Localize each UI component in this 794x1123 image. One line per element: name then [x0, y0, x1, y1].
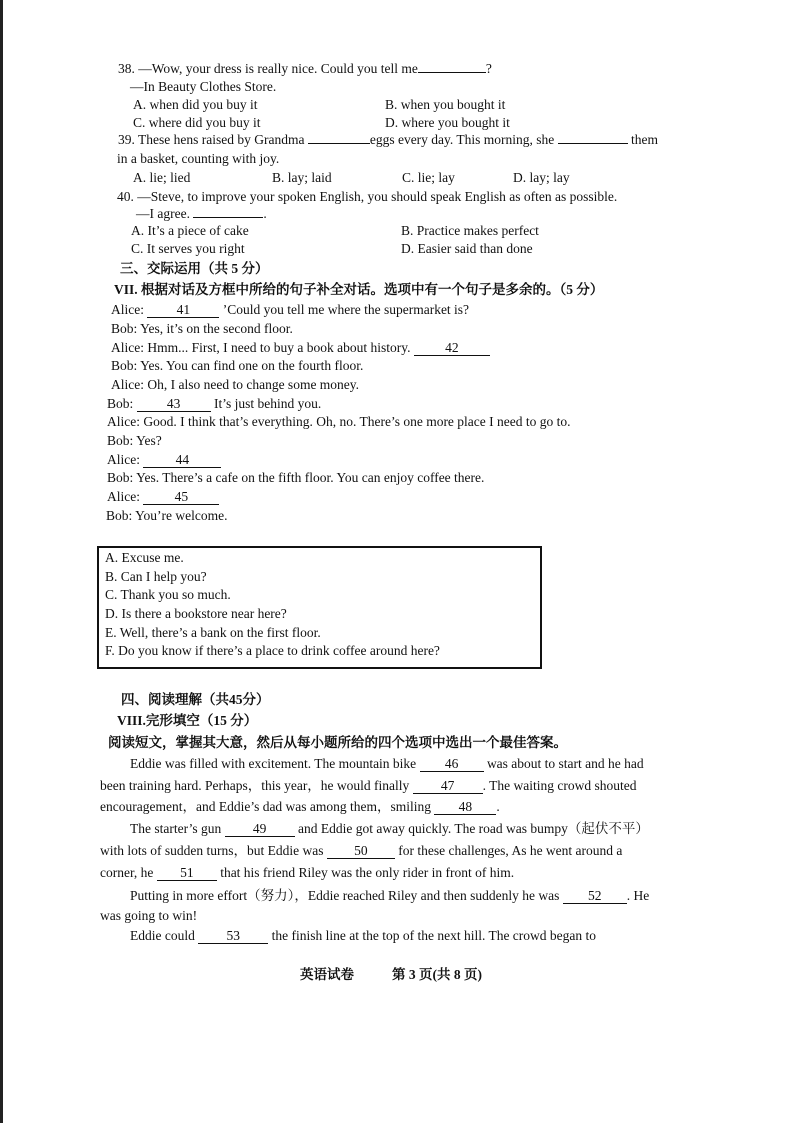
box-option-e: E. Well, there’s a bank on the first floor. — [105, 625, 321, 640]
option-40-b: B. Practice makes perfect — [401, 223, 539, 238]
option-38-a: A. when did you buy it — [133, 97, 258, 112]
passage-line: Eddie could 53 the finish line at the top of the next hill. The crowd began to — [130, 928, 597, 943]
part-7-instruction: VII. 根据对话及方框中所给的句子补全对话。选项中有一个句子是多余的。（5 分） — [114, 282, 604, 297]
dialogue-line-10: Bob: Yes. There’s a cafe on the fifth floor. You can enjoy coffee there. — [107, 470, 485, 485]
option-38-d: D. where you bought it — [385, 115, 510, 130]
dialogue-line-12: Bob: You’re welcome. — [106, 508, 228, 523]
passage-line: Eddie was filled with excitement. The mountain bike 46 was about to start and he had — [130, 756, 644, 771]
question-38-stem: 38. —Wow, your dress is really nice. Could you tell me ? — [118, 61, 492, 76]
answer-blank — [193, 217, 263, 218]
question-38-reply: —In Beauty Clothes Store. — [130, 79, 277, 94]
box-option-b: B. Can I help you? — [105, 569, 207, 584]
dialogue-line-9: Alice: 44 — [107, 451, 221, 469]
passage-line: with lots of sudden turns，but Eddie was 50 for these challenges, As he went around a — [100, 843, 623, 858]
question-39-stem-line2: in a basket, counting with joy. — [117, 151, 280, 166]
blank-43: 43 — [137, 396, 211, 412]
passage-line: Putting in more effort（努力），Eddie reached Riley and then suddenly he was 52 . He — [130, 888, 650, 903]
answer-blank — [308, 143, 370, 144]
passage-line: was going to win! — [100, 908, 198, 923]
options-box — [97, 546, 542, 669]
option-38-c: C. where did you buy it — [133, 115, 261, 130]
blank-50: 50 — [327, 843, 395, 859]
passage-line: encouragement，and Eddie’s dad was among them，smiling 48 . — [100, 799, 500, 814]
blank-52: 52 — [563, 888, 627, 904]
box-option-f: F. Do you know if there’s a place to drink coffee around here? — [105, 643, 440, 658]
option-40-d: D. Easier said than done — [401, 241, 533, 256]
section-3-title: 三、交际运用（共 5 分） — [120, 261, 269, 276]
passage-line: been training hard. Perhaps，this year，he would finally 47 . The waiting crowd shouted — [100, 778, 637, 793]
part-8-title: VIII.完形填空（15 分） — [117, 713, 258, 728]
blank-46: 46 — [420, 756, 484, 772]
part-8-instruction: 阅读短文，掌握其大意，然后从每小题所给的四个选项中选出一个最佳答案。 — [108, 735, 567, 750]
dialogue-line-5: Alice: Oh, I also need to change some money. — [111, 377, 360, 392]
passage-line: The starter’s gun 49 and Eddie got away quickly. The road was bumpy（起伏不平） — [130, 821, 649, 836]
blank-41: 41 — [147, 302, 219, 318]
blank-53: 53 — [198, 928, 268, 944]
dialogue-line-2: Bob: Yes, it’s on the second floor. — [111, 321, 293, 336]
section-4-title: 四、阅读理解（共45分） — [121, 692, 270, 707]
option-39-c: C. lie; lay — [402, 170, 455, 185]
option-40-a: A. It’s a piece of cake — [131, 223, 249, 238]
blank-49: 49 — [225, 821, 295, 837]
answer-blank — [558, 143, 628, 144]
dialogue-line-11: Alice: 45 — [107, 488, 219, 506]
dialogue-line-8: Bob: Yes? — [107, 433, 162, 448]
blank-44: 44 — [143, 452, 221, 468]
blank-48: 48 — [434, 799, 496, 815]
option-38-b: B. when you bought it — [385, 97, 506, 112]
option-39-a: A. lie; lied — [133, 170, 191, 185]
blank-51: 51 — [157, 865, 217, 881]
option-39-d: D. lay; lay — [513, 170, 570, 185]
footer-page-number: 第 3 页(共 8 页) — [392, 967, 482, 982]
passage-line: corner, he 51 that his friend Riley was the only rider in front of him. — [100, 865, 515, 880]
box-option-a: A. Excuse me. — [105, 550, 184, 565]
option-40-c: C. It serves you right — [131, 241, 245, 256]
blank-42: 42 — [414, 340, 490, 356]
dialogue-line-3: Alice: Hmm... First, I need to buy a book about history. 42 — [111, 339, 490, 357]
dialogue-line-6: Bob: 43 It’s just behind you. — [107, 396, 322, 411]
page-edge-shadow — [0, 0, 3, 1123]
box-option-c: C. Thank you so much. — [105, 587, 231, 602]
question-39-stem: 39. These hens raised by Grandma eggs every day. This morning, she them — [118, 132, 659, 147]
question-40-reply: —I agree. . — [136, 206, 267, 221]
option-39-b: B. lay; laid — [272, 170, 332, 185]
blank-47: 47 — [413, 778, 483, 794]
question-40-stem: 40. —Steve, to improve your spoken English, you should speak English as often as possible. — [117, 189, 618, 204]
dialogue-line-7: Alice: Good. I think that’s everything. Oh, no. There’s one more place I need to go to. — [107, 414, 571, 429]
footer-subject: 英语试卷 — [300, 967, 354, 982]
answer-blank — [418, 72, 486, 73]
box-option-d: D. Is there a bookstore near here? — [105, 606, 287, 621]
dialogue-line-4: Bob: Yes. You can find one on the fourth floor. — [111, 358, 364, 373]
dialogue-line-1: Alice: 41 ’Could you tell me where the supermarket is? — [111, 302, 470, 317]
blank-45: 45 — [143, 489, 219, 505]
